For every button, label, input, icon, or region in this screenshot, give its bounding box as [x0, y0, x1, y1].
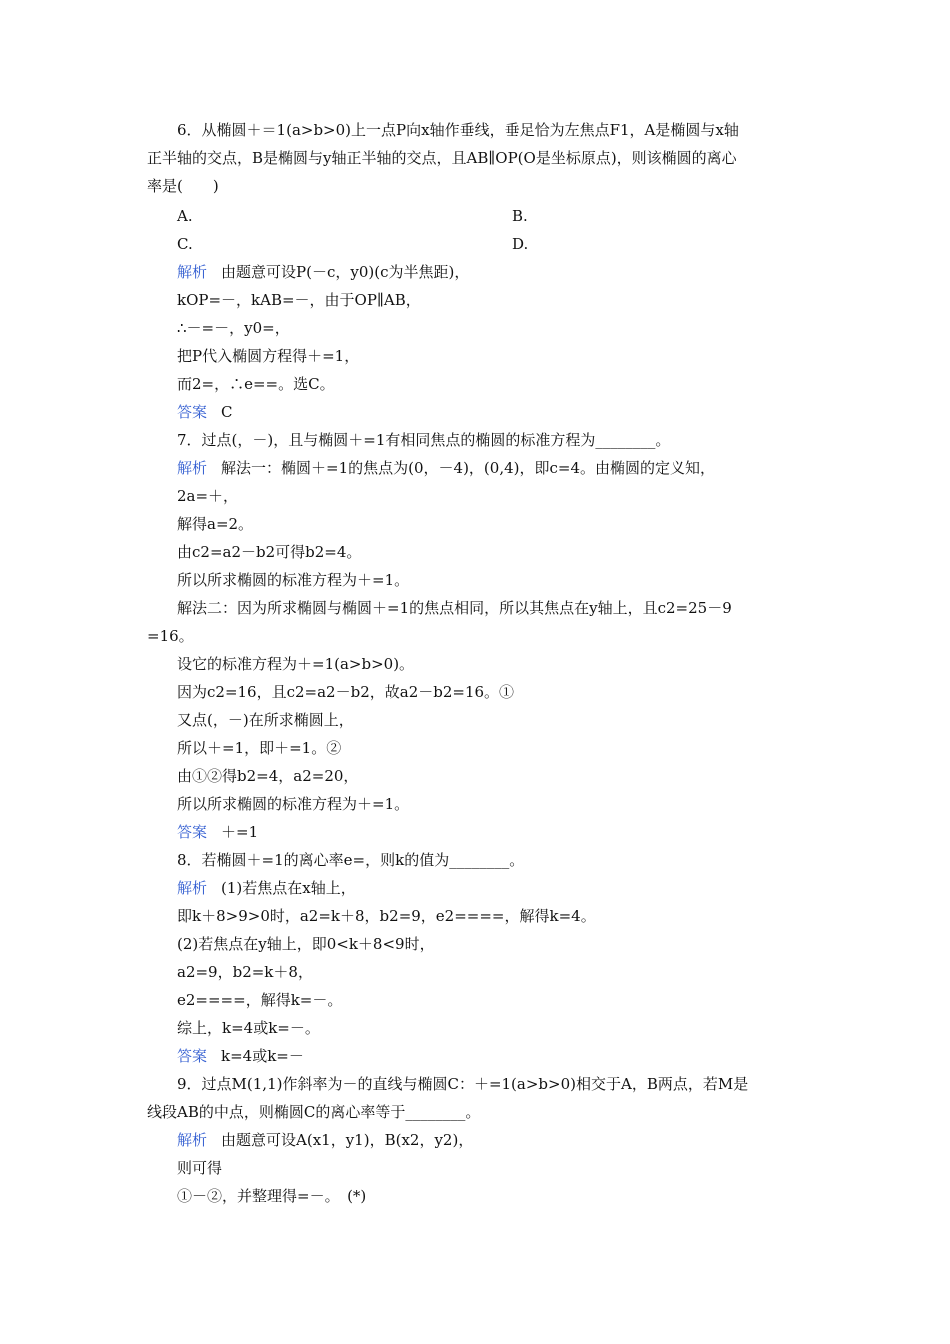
solution-label: 解析 [177, 1131, 208, 1149]
q7-solution-line-8: 设它的标准方程为＋=1(a>b>0)。 [177, 655, 415, 673]
q7-solution-line-7: =16。 [147, 627, 194, 645]
q8-solution-line-6: 综上，k=4或k=－。 [177, 1019, 320, 1037]
q9-solution-text-1: 由题意可设A(x1，y1)，B(x2，y2)， [221, 1131, 474, 1149]
solution-label: 解析 [177, 263, 208, 281]
q7-answer-line [177, 822, 258, 842]
q6-answer-value: C [221, 403, 233, 421]
answer-label: 答案 [177, 403, 208, 421]
answer-label: 答案 [177, 1047, 208, 1065]
q8-solution-line-5: e2====，解得k=－。 [177, 991, 343, 1009]
q7-solution-line-2: 2a=＋， [177, 487, 239, 505]
q6-solution-line-1 [177, 262, 469, 282]
q7-stem-line-1: 7．过点(，－)，且与椭圆＋=1有相同焦点的椭圆的标准方程为________。 [177, 431, 671, 449]
q8-solution-line-2: 即k＋8>9>0时，a2=k＋8，b2=9，e2====，解得k=4。 [177, 907, 596, 925]
q7-answer-value: ＋=1 [221, 823, 259, 841]
q7-solution-line-13: 所以所求椭圆的标准方程为＋=1。 [177, 795, 410, 813]
q9-stem-line-1: 9．过点M(1,1)作斜率为－的直线与椭圆C：＋=1(a>b>0)相交于A，B两点，若M是 [177, 1075, 749, 1093]
q6-option-d: D. [512, 235, 529, 253]
q9-solution-line-1 [177, 1130, 473, 1150]
q6-solution-line-4: 把P代入椭圆方程得＋=1， [177, 347, 360, 365]
q9-solution-line-3: ①－②，并整理得=－。 (*) [177, 1187, 367, 1205]
solution-label: 解析 [177, 879, 208, 897]
q6-stem-line-3: 率是( ) [147, 177, 219, 195]
q6-solution-line-3: ∴－=－，y0=， [177, 319, 290, 337]
q6-option-c: C. [177, 235, 193, 253]
q7-solution-line-10: 又点(，－)在所求椭圆上， [177, 711, 354, 729]
q7-solution-text-1: 解法一：椭圆＋=1的焦点为(0，－4)，(0,4)，即c=4。由椭圆的定义知， [221, 459, 715, 477]
q7-solution-line-9: 因为c2=16，且c2=a2－b2，故a2－b2=16。① [177, 683, 515, 701]
q8-solution-line-4: a2=9，b2=k＋8， [177, 963, 313, 981]
q9-stem-line-2: 线段AB的中点，则椭圆C的离心率等于________。 [147, 1103, 481, 1121]
q6-solution-line-2: kOP=－，kAB=－，由于OP∥AB， [177, 291, 421, 309]
q7-solution-line-3: 解得a=2。 [177, 515, 254, 533]
q6-option-b: B. [512, 207, 528, 225]
solution-label: 解析 [177, 459, 208, 477]
q9-solution-line-2: 则可得 [177, 1159, 223, 1177]
answer-label: 答案 [177, 823, 208, 841]
q8-stem-line-1: 8．若椭圆＋=1的离心率e=，则k的值为________。 [177, 851, 525, 869]
q7-solution-line-5: 所以所求椭圆的标准方程为＋=1。 [177, 571, 410, 589]
q8-solution-text-1: (1)若焦点在x轴上， [221, 879, 356, 897]
q7-solution-line-4: 由c2=a2－b2可得b2=4。 [177, 543, 362, 561]
q8-answer-line [177, 1046, 304, 1066]
q6-answer-line [177, 402, 233, 422]
q8-answer-value: k=4或k=－ [221, 1047, 304, 1065]
q6-solution-line-5: 而2=，∴e==。选C。 [177, 375, 335, 393]
q8-solution-line-1 [177, 878, 356, 898]
q7-solution-line-6: 解法二：因为所求椭圆与椭圆＋=1的焦点相同，所以其焦点在y轴上，且c2=25－9 [177, 599, 732, 617]
q8-solution-line-3: (2)若焦点在y轴上，即0<k＋8<9时， [177, 935, 435, 953]
q7-solution-line-11: 所以＋=1，即＋=1。② [177, 739, 342, 757]
q7-solution-line-12: 由①②得b2=4，a2=20， [177, 767, 359, 785]
q6-stem-line-2: 正半轴的交点，B是椭圆与y轴正半轴的交点，且AB∥OP(O是坐标原点)，则该椭圆的离心 [147, 149, 737, 167]
q6-stem-line-1: 6．从椭圆＋＝1(a>b>0)上一点P向x轴作垂线，垂足恰为左焦点F1，A是椭圆与x轴 [177, 121, 739, 139]
q6-option-a: A. [177, 207, 193, 225]
q7-solution-line-1 [177, 458, 715, 478]
q6-solution-text-1: 由题意可设P(－c，y0)(c为半焦距)， [221, 263, 470, 281]
